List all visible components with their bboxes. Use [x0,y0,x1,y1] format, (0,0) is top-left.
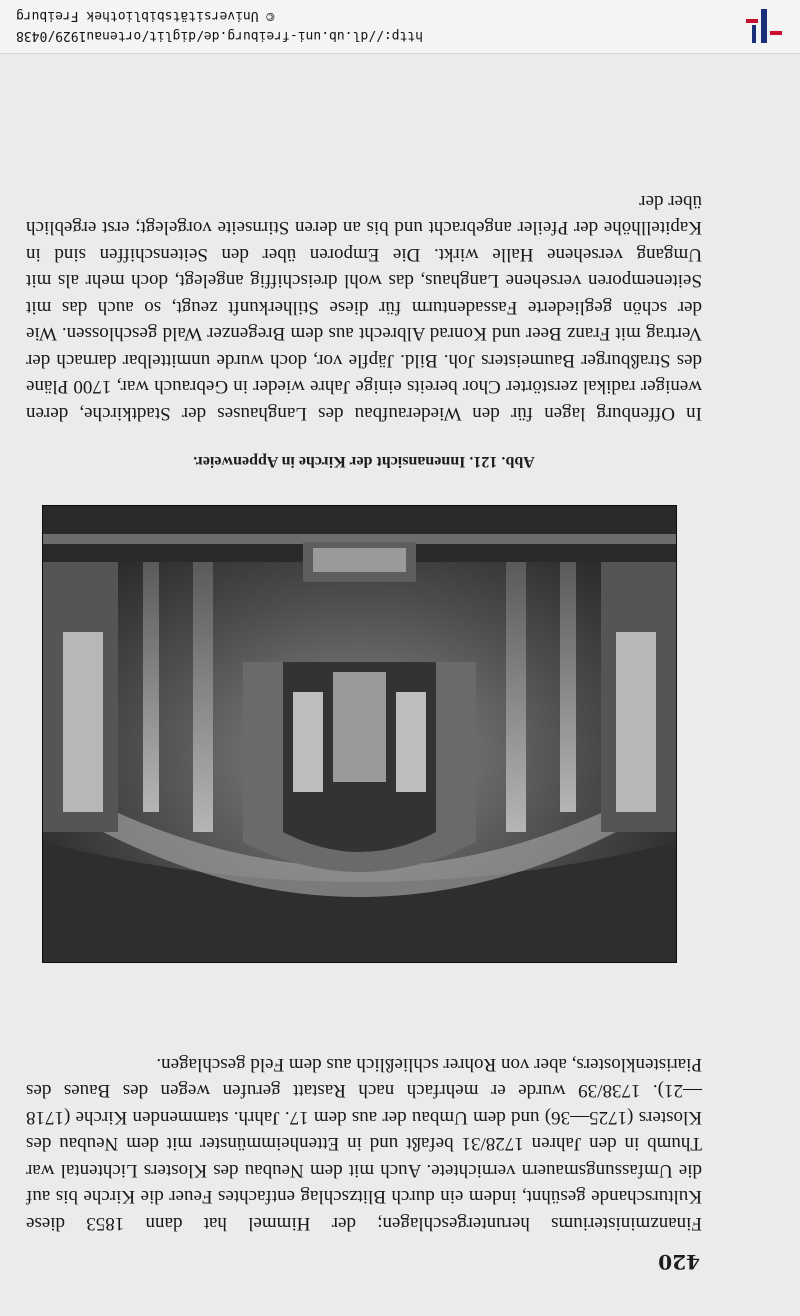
paragraph-top [26,1051,702,1237]
university-logo [746,9,782,43]
copyright-notice: © Universitätsbibliothek Freiburg [16,8,275,23]
church-interior-image [43,506,676,962]
paragraph-1: Finanzministeriums heruntergeschlagen; der Himmel hat dann 1853 diese Kulturschande gesühnt, indem ein durch Blitzschlag entfachtes Feuer die Kirche bis auf die Umfassungsmauern vernichtete. Auch mit dem Neubau des Klosters Lichtental war Thumb in den Jahren 1728/31 befaßt und in Ettenheimmünster mit dem Neubau des Klosters (1725—36) und dem Umbau der aus dem 17. Jahrh. stammenden Kirche (1718—21). 1738/39 wurde er mehrfach nach Rastatt gerufen wegen des Baues des Piaristenklosters, aber von Rohrer schließlich aus dem Feld geschlagen. [26,1054,702,1234]
paragraph-bottom [26,188,702,427]
source-url[interactable]: http://dl.ub.uni-freiburg.de/diglit/ortenau1929/0438 [16,28,423,43]
header-text [16,5,436,45]
figure-church-interior [42,505,677,963]
viewer-header [0,0,800,54]
paragraph-2: In Offenburg lagen für den Wiederaufbau des Langhauses der Stadtkirche, deren weniger radikal zerstörter Chor bereits einige Jahre wieder in Gebrauch war, 1700 Pläne des Straßburger Baumeisters Joh. Bild. Jäpfle vor, doch wurde unmittelbar darnach der Vertrag mit Franz Beer und Konrad Albrecht aus dem Bregenzer Wald geschlossen. Wie der schön gegliederte Fassadenturm für diese Stilherkunft zeugt, so auch das mit Seitenemporen versehene Langhaus, das wohl dreischiffig angelegt, doch mehr als mit Umgang versehene Halle wirkt. Die Emporen über den Seitenschiffen sind in Kapitellhöhe der Pfeiler angebracht und bis an deren Stirnseite vorgelegt; erst ergeblich über der [26,191,702,424]
figure-caption: Abb. 121. Innenansicht der Kirche in Appenweier. [193,453,535,470]
page-number: 420 [658,1250,700,1274]
